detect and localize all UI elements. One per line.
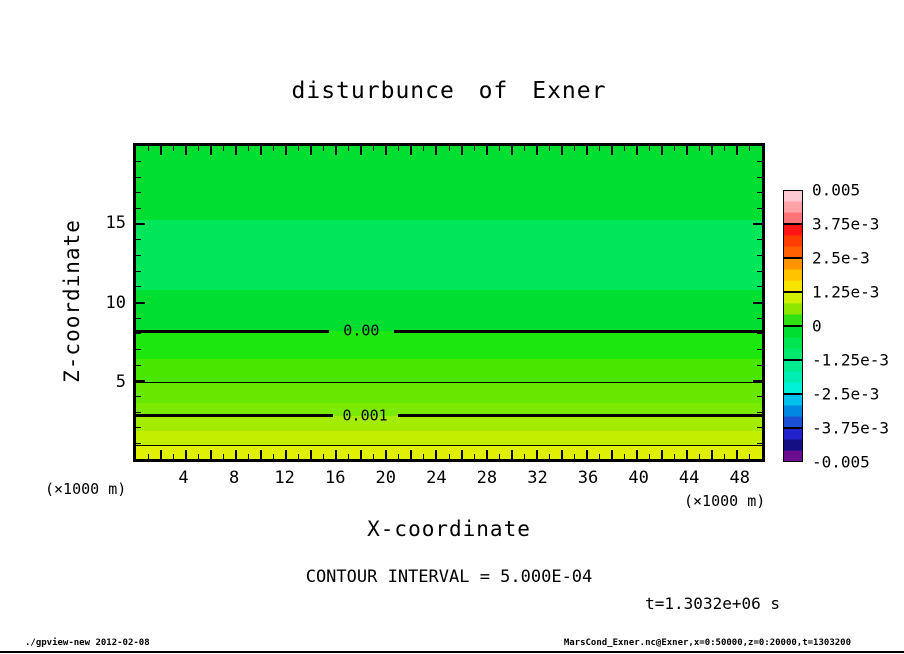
z-axis-tick: [136, 443, 141, 444]
x-axis-tick: [410, 450, 412, 459]
z-axis-tick: [136, 302, 145, 304]
z-axis-tick: [136, 271, 141, 272]
x-axis-title: X-coordinate: [367, 517, 531, 541]
x-tick-label: 20: [375, 468, 397, 488]
x-axis-tick: [674, 146, 675, 151]
x-axis-tick: [461, 146, 463, 155]
x-axis-tick: [561, 450, 563, 459]
x-axis-tick: [649, 454, 650, 459]
z-axis-tick: [757, 286, 762, 287]
time-text: t=1.3032e+06 s: [645, 594, 780, 613]
z-axis-tick: [136, 365, 141, 366]
z-tick-label: 15: [105, 212, 126, 233]
x-axis-tick: [724, 454, 725, 459]
x-axis-tick: [310, 146, 312, 155]
x-axis-tick: [449, 454, 450, 459]
z-axis-tick: [757, 333, 762, 334]
x-axis-tick: [273, 146, 274, 151]
x-axis-tick: [636, 450, 638, 459]
x-axis-tick: [486, 146, 488, 155]
x-tick-label: 40: [628, 468, 649, 488]
colorbar-tick-label: -0.005: [812, 452, 870, 472]
z-axis-tick: [136, 161, 141, 162]
x-axis-tick: [461, 450, 463, 459]
x-axis-tick: [410, 146, 412, 155]
x-axis-tick: [223, 146, 224, 151]
z-axis-tick: [757, 177, 762, 178]
z-axis-tick: [136, 208, 141, 209]
z-axis-tick: [136, 286, 141, 287]
z-axis-tick: [757, 318, 762, 319]
x-axis-tick: [736, 450, 738, 459]
x-axis-tick: [423, 454, 424, 459]
x-axis-tick: [611, 450, 613, 459]
x-axis-tick: [599, 454, 600, 459]
x-axis-tick: [323, 454, 324, 459]
colorbar-tick-label: -3.75e-3: [812, 418, 890, 438]
x-axis-tick: [160, 146, 162, 155]
colorbar-segment: [783, 292, 803, 326]
colorbar-segment: [783, 224, 803, 258]
plot-ticks: [136, 146, 762, 459]
z-axis-tick: [757, 396, 762, 397]
z-axis-tick: [136, 427, 141, 428]
x-axis-tick: [185, 146, 187, 155]
x-tick-label: 8: [228, 468, 240, 488]
contour-plot-frame: [133, 143, 765, 462]
x-axis-tick: [398, 146, 399, 151]
x-axis-tick: [499, 454, 500, 459]
colorbar-tick-label: 1.25e-3: [812, 282, 880, 302]
x-axis-tick: [210, 146, 212, 155]
x-axis-tick: [624, 454, 625, 459]
x-axis-unit-right: (×1000 m): [684, 492, 766, 510]
x-axis-tick: [185, 450, 187, 459]
x-axis-tick: [260, 146, 262, 155]
x-axis-tick: [373, 454, 374, 459]
x-axis-tick: [335, 146, 337, 155]
contour-label: 0.001: [342, 406, 388, 425]
x-axis-tick: [524, 454, 525, 459]
x-axis-tick: [348, 454, 349, 459]
x-axis-tick: [486, 450, 488, 459]
x-axis-tick: [686, 450, 688, 459]
x-axis-tick: [611, 146, 613, 155]
x-axis-tick: [160, 450, 162, 459]
x-axis-tick: [385, 146, 387, 155]
z-axis-tick: [757, 255, 762, 256]
z-axis-tick: [757, 349, 762, 350]
x-axis-tick: [449, 146, 450, 151]
x-axis-tick: [574, 146, 575, 151]
z-axis-tick: [136, 318, 141, 319]
x-axis-tick: [661, 450, 663, 459]
page-bottom-rule: [0, 651, 904, 653]
x-tick-label: 12: [274, 468, 295, 488]
footer-command-text: ./gpview-new 2012-02-08: [25, 638, 150, 648]
x-axis-tick: [749, 454, 750, 459]
z-axis-tick: [753, 302, 762, 304]
x-axis-tick: [649, 146, 650, 151]
x-tick-label: 44: [678, 468, 700, 488]
x-tick-label: 28: [476, 468, 498, 488]
x-axis-tick: [260, 450, 262, 459]
z-axis-tick: [136, 333, 141, 334]
colorbar-tick-label: 0: [812, 316, 822, 336]
x-axis-unit-left: (×1000 m): [45, 480, 127, 498]
x-axis-tick: [173, 146, 174, 151]
colorbar-segment: [783, 394, 803, 428]
x-tick-label: 32: [527, 468, 548, 488]
x-axis-tick: [511, 146, 513, 155]
colorbar-segment: [783, 360, 803, 394]
x-axis-tick: [285, 450, 287, 459]
x-axis-tick: [724, 146, 725, 151]
colorbar-tick-label: -1.25e-3: [812, 350, 890, 370]
x-axis-tick: [536, 450, 538, 459]
z-axis-tick: [136, 380, 145, 382]
z-axis-tick: [757, 192, 762, 193]
colorbar-segment: [783, 326, 803, 360]
x-tick-label: 16: [324, 468, 346, 488]
x-tick-label: 4: [178, 468, 189, 488]
x-axis-tick: [223, 454, 224, 459]
x-axis-tick: [636, 146, 638, 155]
z-axis-tick: [753, 223, 762, 225]
x-axis-tick: [360, 146, 362, 155]
contour-label: 0.00: [343, 321, 380, 340]
x-axis-tick: [711, 146, 713, 155]
x-axis-tick: [360, 450, 362, 459]
x-axis-tick: [674, 454, 675, 459]
x-tick-label: 36: [577, 468, 599, 488]
x-axis-tick: [210, 450, 212, 459]
x-axis-tick: [435, 146, 437, 155]
x-axis-tick: [474, 146, 475, 151]
x-axis-tick: [661, 146, 663, 155]
x-axis-tick: [248, 454, 249, 459]
colorbar-tick-label: -2.5e-3: [812, 384, 880, 404]
colorbar-segment: [783, 428, 803, 462]
plot-title: disturbunce of Exner: [291, 78, 607, 104]
z-axis-tick: [753, 380, 762, 382]
x-axis-tick: [148, 454, 149, 459]
x-axis-tick: [699, 146, 700, 151]
x-axis-tick: [536, 146, 538, 155]
x-axis-tick: [499, 146, 500, 151]
x-axis-tick: [599, 146, 600, 151]
z-axis-tick: [136, 223, 145, 225]
x-axis-tick: [148, 146, 149, 151]
colorbar-segment: [783, 258, 803, 292]
x-axis-tick: [235, 146, 237, 155]
x-axis-tick: [385, 450, 387, 459]
z-axis-tick: [757, 443, 762, 444]
x-axis-tick: [549, 454, 550, 459]
x-axis-tick: [561, 146, 563, 155]
x-axis-tick: [323, 146, 324, 151]
x-axis-tick: [749, 146, 750, 151]
z-axis-title: Z-coordinate: [60, 219, 84, 383]
x-axis-tick: [586, 146, 588, 155]
z-axis-tick: [136, 412, 141, 413]
x-axis-tick: [574, 454, 575, 459]
x-axis-tick: [298, 454, 299, 459]
x-axis-tick: [398, 454, 399, 459]
x-axis-tick: [624, 146, 625, 151]
x-axis-tick: [511, 450, 513, 459]
z-axis-tick: [757, 412, 762, 413]
x-axis-tick: [198, 454, 199, 459]
colorbar-segment: [783, 190, 803, 224]
x-axis-tick: [736, 146, 738, 155]
x-axis-tick: [198, 146, 199, 151]
x-axis-tick: [273, 454, 274, 459]
x-tick-label: 48: [729, 468, 750, 488]
z-axis-tick: [136, 239, 141, 240]
x-axis-tick: [435, 450, 437, 459]
contour-interval-text: CONTOUR INTERVAL = 5.000E-04: [305, 567, 593, 587]
x-axis-tick: [248, 146, 249, 151]
z-axis-tick: [757, 161, 762, 162]
z-tick-label: 10: [105, 292, 126, 313]
z-axis-tick: [136, 192, 141, 193]
x-tick-label: 24: [426, 468, 447, 488]
colorbar: [783, 190, 803, 462]
x-axis-tick: [285, 146, 287, 155]
colorbar-tick-label: 0.005: [812, 180, 861, 200]
z-tick-label: 5: [115, 372, 126, 393]
x-axis-tick: [524, 146, 525, 151]
z-axis-tick: [136, 177, 141, 178]
x-axis-tick: [586, 450, 588, 459]
z-axis-tick: [136, 396, 141, 397]
x-axis-tick: [423, 146, 424, 151]
z-axis-tick: [757, 239, 762, 240]
z-axis-tick: [757, 365, 762, 366]
footer-file-text: MarsCond_Exner.nc@Exner,x=0:50000,z=0:20000,t=1303200: [563, 638, 851, 648]
x-axis-tick: [373, 146, 374, 151]
x-axis-tick: [173, 454, 174, 459]
colorbar-tick-label: 2.5e-3: [812, 248, 870, 268]
x-axis-tick: [335, 450, 337, 459]
z-axis-tick: [757, 271, 762, 272]
x-axis-tick: [235, 450, 237, 459]
z-axis-tick: [757, 208, 762, 209]
x-axis-tick: [348, 146, 349, 151]
z-axis-tick: [136, 255, 141, 256]
x-axis-tick: [686, 146, 688, 155]
x-axis-tick: [549, 146, 550, 151]
x-axis-tick: [298, 146, 299, 151]
x-axis-tick: [474, 454, 475, 459]
x-axis-tick: [699, 454, 700, 459]
z-axis-tick: [136, 349, 141, 350]
x-axis-tick: [310, 450, 312, 459]
colorbar-tick-label: 3.75e-3: [812, 214, 880, 234]
z-axis-tick: [757, 427, 762, 428]
x-axis-tick: [711, 450, 713, 459]
